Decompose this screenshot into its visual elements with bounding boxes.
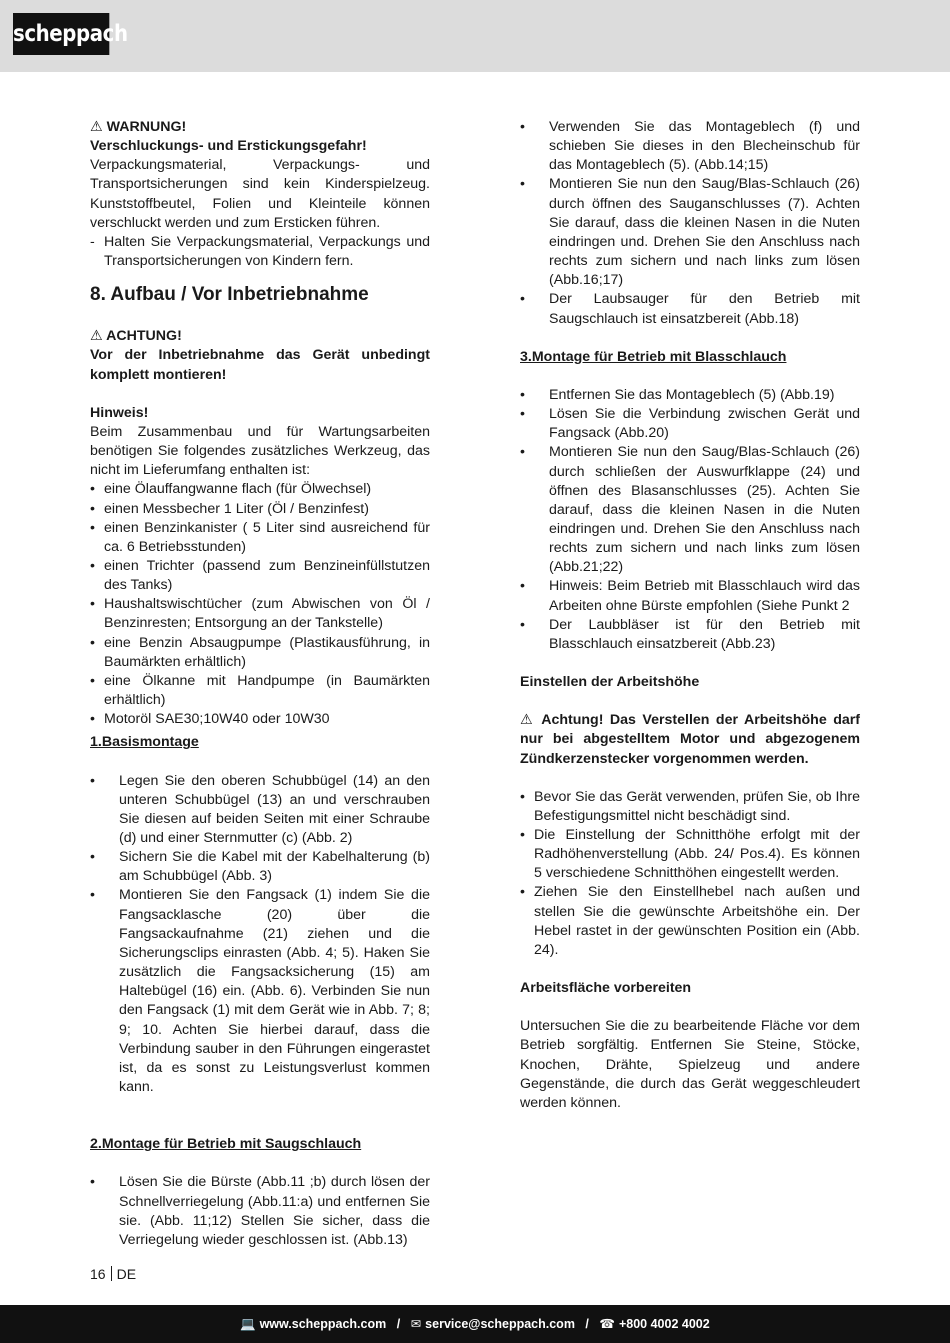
page-header (0, 0, 950, 72)
list-item: • einen Benzinkanister ( 5 Liter sind ausreichend für ca. 6 Betriebsstunden) (90, 519, 430, 557)
list-item: • Montieren Sie den Fangsack (1) indem Sie die Fangsacklasche (20) über die Fangsackaufnahme (21) ziehen und die Sicherungsclips einrasten (Abb. 4; 5). Haken Sie zusätzlich die Fangsacksicherung (15) am Haltebügel (16) ein. (Abb. 6). Verbinden Sie nun den Fangsack (1) mit dem Gerät wie in Abb. 7; 8; 9; 10. Achten Sie hierbei darauf, dass die Verbindung sauber in den Führungen eingerastet ist, da es sonst zu Leistungsverlust kommen kann. (90, 886, 430, 1097)
note-text: Beim Zusammenbau und für Wartungsarbeiten benötigen Sie folgendes zusätzliches Werkzeug, das nicht im Lieferumfang enthalten ist: (90, 423, 430, 479)
right-column (520, 118, 860, 1113)
caution-text: Vor der Inbetriebnahme das Gerät unbedingt komplett montieren! (90, 347, 430, 383)
page-number (90, 1265, 136, 1283)
basis-list (90, 772, 430, 1098)
blas-list (520, 386, 860, 654)
list-item: • Lösen Sie die Verbindung zwischen Gerät und Fangsack (Abb.20) (520, 405, 860, 443)
list-item: • Hinweis: Beim Betrieb mit Blasschlauch wird das Arbeiten ohne Bürste empfohlen (Siehe Punkt 2 (520, 577, 860, 615)
warning-text: Verpackungsmaterial, Verpackungs- und Transportsicherungen sind kein Kinderspielzeug. Kunststoffbeutel, Folien und Kleinteile können verschluckt werden und zum Ersticken führen. (90, 157, 430, 231)
list-item: • Haushaltswischtücher (zum Abwischen von Öl / Benzinresten; Entsorgung an der Tankstelle) (90, 595, 430, 633)
computer-icon: 💻 (240, 1317, 256, 1331)
saug-list (90, 1173, 430, 1250)
footer-separator: / (396, 1317, 401, 1331)
brand-logo: scheppach (13, 13, 109, 55)
height-list (520, 788, 860, 960)
website-link[interactable]: www.scheppach.com (259, 1317, 387, 1331)
mail-icon: ✉ (410, 1317, 422, 1331)
list-item: • Bevor Sie das Gerät verwenden, prüfen Sie, ob Ihre Befestigungsmittel nicht beschädigt sind. (520, 788, 860, 826)
footer-bar (0, 1305, 950, 1343)
basis-heading: 1.Basismontage (90, 734, 199, 751)
page-separator (111, 1266, 112, 1281)
caution-title: ⚠ ACHTUNG! (90, 328, 182, 345)
phone-icon: ☎ (599, 1317, 615, 1331)
saug-list-continued (520, 118, 860, 329)
blas-heading: 3.Montage für Betrieb mit Blasschlauch (520, 348, 787, 365)
area-heading: Arbeitsfläche vorbereiten (520, 980, 692, 997)
list-item: • eine Ölauffangwanne flach (für Ölwechsel) (90, 480, 430, 499)
list-item: - Halten Sie Verpackungsmaterial, Verpackungs und Transportsicherungen von Kindern fern. (90, 233, 430, 271)
footer-separator: / (585, 1317, 589, 1331)
list-item: • einen Trichter (passend zum Benzineinfüllstutzen des Tanks) (90, 557, 430, 595)
list-item: • Der Laubbläser ist für den Betrieb mit Blasschlauch einsatzbereit (Abb.23) (520, 616, 860, 654)
list-item: • Legen Sie den oberen Schubbügel (14) an den unteren Schubbügel (13) an und verschrauben Sie diesen auf beiden Seiten mit einer Schraube (d) und einer Sternmutter (c) (Abb. 2) (90, 772, 430, 849)
section-heading: 8. Aufbau / Vor Inbetriebnahme (90, 284, 369, 306)
list-item: • Der Laubsauger für den Betrieb mit Saugschlauch ist einsatzbereit (Abb.18) (520, 290, 860, 328)
warning-dash-list (90, 233, 430, 271)
warning-subtitle: Verschluckungs- und Erstickungsgefahr! (90, 138, 367, 155)
phone-link[interactable]: +800 4002 4002 (618, 1317, 710, 1331)
height-warning: ⚠ Achtung! Das Verstellen der Arbeitshöhe darf nur bei abgestelltem Motor und abgezogenem Zündkerzenstecker vorgenommen werden. (520, 712, 860, 767)
list-item: • Sichern Sie die Kabel mit der Kabelhalterung (b) am Schubbügel (Abb. 3) (90, 848, 430, 886)
list-item: • Verwenden Sie das Montageblech (f) und schieben Sie dieses in den Blecheinschub für das Montageblech (5). (Abb.14;15) (520, 118, 860, 175)
left-column (90, 118, 430, 1250)
saug-heading: 2.Montage für Betrieb mit Saugschlauch (90, 1136, 362, 1153)
list-item: • Ziehen Sie den Einstellhebel nach außen und stellen Sie die gewünschte Arbeitshöhe ein. Der Hebel rastet in der gewünschten Position ein (Abb. 24). (520, 883, 860, 960)
page-number-value: 16 (90, 1266, 106, 1282)
email-link[interactable]: service@scheppach.com (425, 1317, 575, 1331)
area-text: Untersuchen Sie die zu bearbeitende Fläche vor dem Betrieb sorgfältig. Entfernen Sie Steine, Stöcke, Knochen, Drähte, Spielzeug und andere Gegenstände, die durch das Gerät weggeschleudert werden können. (520, 1018, 860, 1111)
language-code: DE (116, 1266, 137, 1282)
list-item: • Montieren Sie nun den Saug/Blas-Schlauch (26) durch öffnen des Sauganschlusses (7). Achten Sie darauf, dass die kleinen Nasen in die Nuten eindringen und. Drehen Sie den Anschluss nach rechts zum sichern und nach links zum lösen (Abb.16;17) (520, 175, 860, 290)
note-title: Hinweis! (90, 404, 149, 421)
list-item: • Die Einstellung der Schnitthöhe erfolgt mit der Radhöhenverstellung (Abb. 24/ Pos.4). Es können 5 verschiedene Schnitthöhen eingestellt werden. (520, 826, 860, 883)
list-item: • Motoröl SAE30;10W40 oder 10W30 (90, 710, 430, 729)
tools-list (90, 480, 430, 729)
list-item: • eine Benzin Absaugpumpe (Plastikausführung, in Baumärkten erhältlich) (90, 634, 430, 672)
height-heading: Einstellen der Arbeitshöhe (520, 674, 700, 691)
warning-title: ⚠ WARNUNG! (90, 119, 187, 135)
list-item: • Montieren Sie nun den Saug/Blas-Schlauch (26) durch schließen der Auswurfklappe (24) und öffnen des Blasanschlusses (25). Achten Sie darauf, dass die kleinen Nasen in die Nuten eindringen und. Drehen Sie den Anschluss nach rechts zum sichern und nach links zum lösen (Abb.21;22) (520, 443, 860, 577)
list-item: • eine Ölkanne mit Handpumpe (in Baumärkten erhältlich) (90, 672, 430, 710)
list-item: • einen Messbecher 1 Liter (Öl / Benzinfest) (90, 500, 430, 519)
list-item: • Lösen Sie die Bürste (Abb.11 ;b) durch lösen der Schnellverriegelung (Abb.11:a) und entfernen Sie sie. (Abb. 11;12) Stellen Sie sicher, dass die Verriegelung wieder geschlossen ist. (Abb.13) (90, 1173, 430, 1250)
list-item: • Entfernen Sie das Montageblech (5) (Abb.19) (520, 386, 860, 405)
